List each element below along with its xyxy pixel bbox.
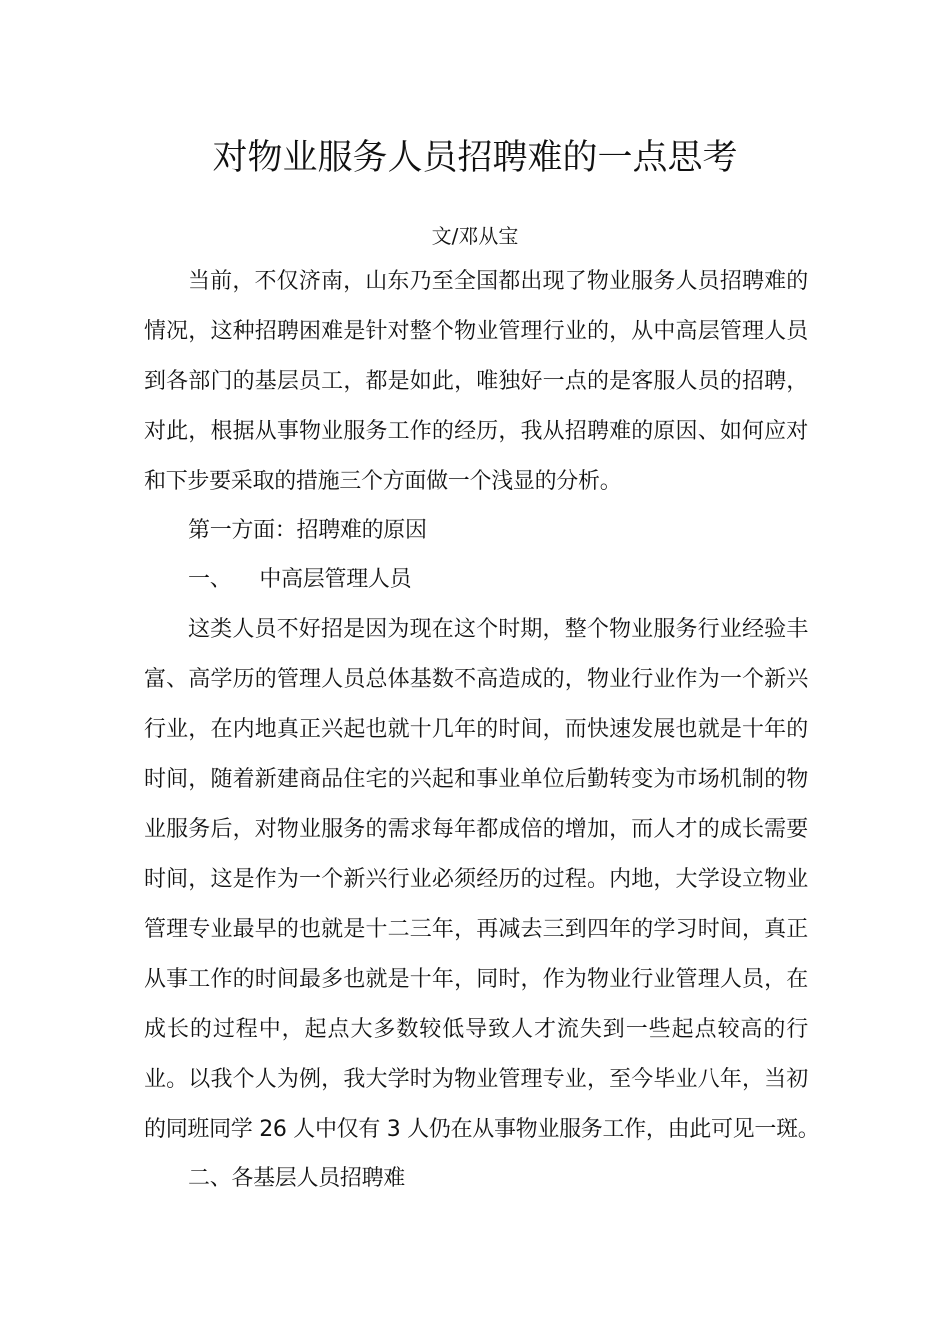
paragraph-line: 当前，不仅济南，山东乃至全国都出现了物业服务人员招聘难的 xyxy=(188,269,808,294)
paragraph-line: 到各部门的基层员工，都是如此，唯独好一点的是客服人员的招聘， xyxy=(144,369,808,394)
paragraph-line: 富、高学历的管理人员总体基数不高造成的，物业行业作为一个新兴 xyxy=(144,667,808,692)
subsection-heading xyxy=(188,564,808,596)
paragraph-line: 成长的过程中，起点大多数较低导致人才流失到一些起点较高的行 xyxy=(144,1017,808,1042)
author-byline: 文/邓从宝 xyxy=(431,224,519,248)
paragraph-line: 管理专业最早的也就是十二三年，再减去三到四年的学习时间，真正 xyxy=(144,917,808,942)
paragraph-line: 行业，在内地真正兴起也就十几年的时间，而快速发展也就是十年的 xyxy=(144,717,808,742)
paragraph-line: 情况，这种招聘困难是针对整个物业管理行业的，从中高层管理人员 xyxy=(144,319,808,344)
paragraph-line: 对此，根据从事物业服务工作的经历，我从招聘难的原因、如何应对 xyxy=(144,419,808,444)
subsection-title: 中高层管理人员 xyxy=(259,567,412,592)
paragraph-line: 这类人员不好招是因为现在这个时期，整个物业服务行业经验丰 xyxy=(188,617,808,642)
paragraph-line: 和下步要采取的措施三个方面做一个浅显的分析。 xyxy=(144,469,622,494)
section-heading: 第一方面：招聘难的原因 xyxy=(188,518,427,543)
paragraph-line: 时间，这是作为一个新兴行业必须经历的过程。内地，大学设立物业 xyxy=(144,867,808,892)
document-title: 对物业服务人员招聘难的一点思考 xyxy=(212,138,738,178)
paragraph-line: 业。以我个人为例，我大学时为物业管理专业，至今毕业八年，当初 xyxy=(144,1067,808,1092)
paragraph-line: 从事工作的时间最多也就是十年，同时，作为物业行业管理人员，在 xyxy=(144,967,808,992)
subsection-heading: 二、各基层人员招聘难 xyxy=(188,1166,406,1191)
paragraph-line: 的同班同学 26 人中仅有 3 人仍在从事物业服务工作，由此可见一斑。 xyxy=(144,1117,820,1142)
paragraph-line: 业服务后，对物业服务的需求每年都成倍的增加，而人才的成长需要 xyxy=(144,817,808,842)
paragraph-line: 时间，随着新建商品住宅的兴起和事业单位后勤转变为市场机制的物 xyxy=(144,767,808,792)
subsection-number: 一、 xyxy=(188,567,232,592)
